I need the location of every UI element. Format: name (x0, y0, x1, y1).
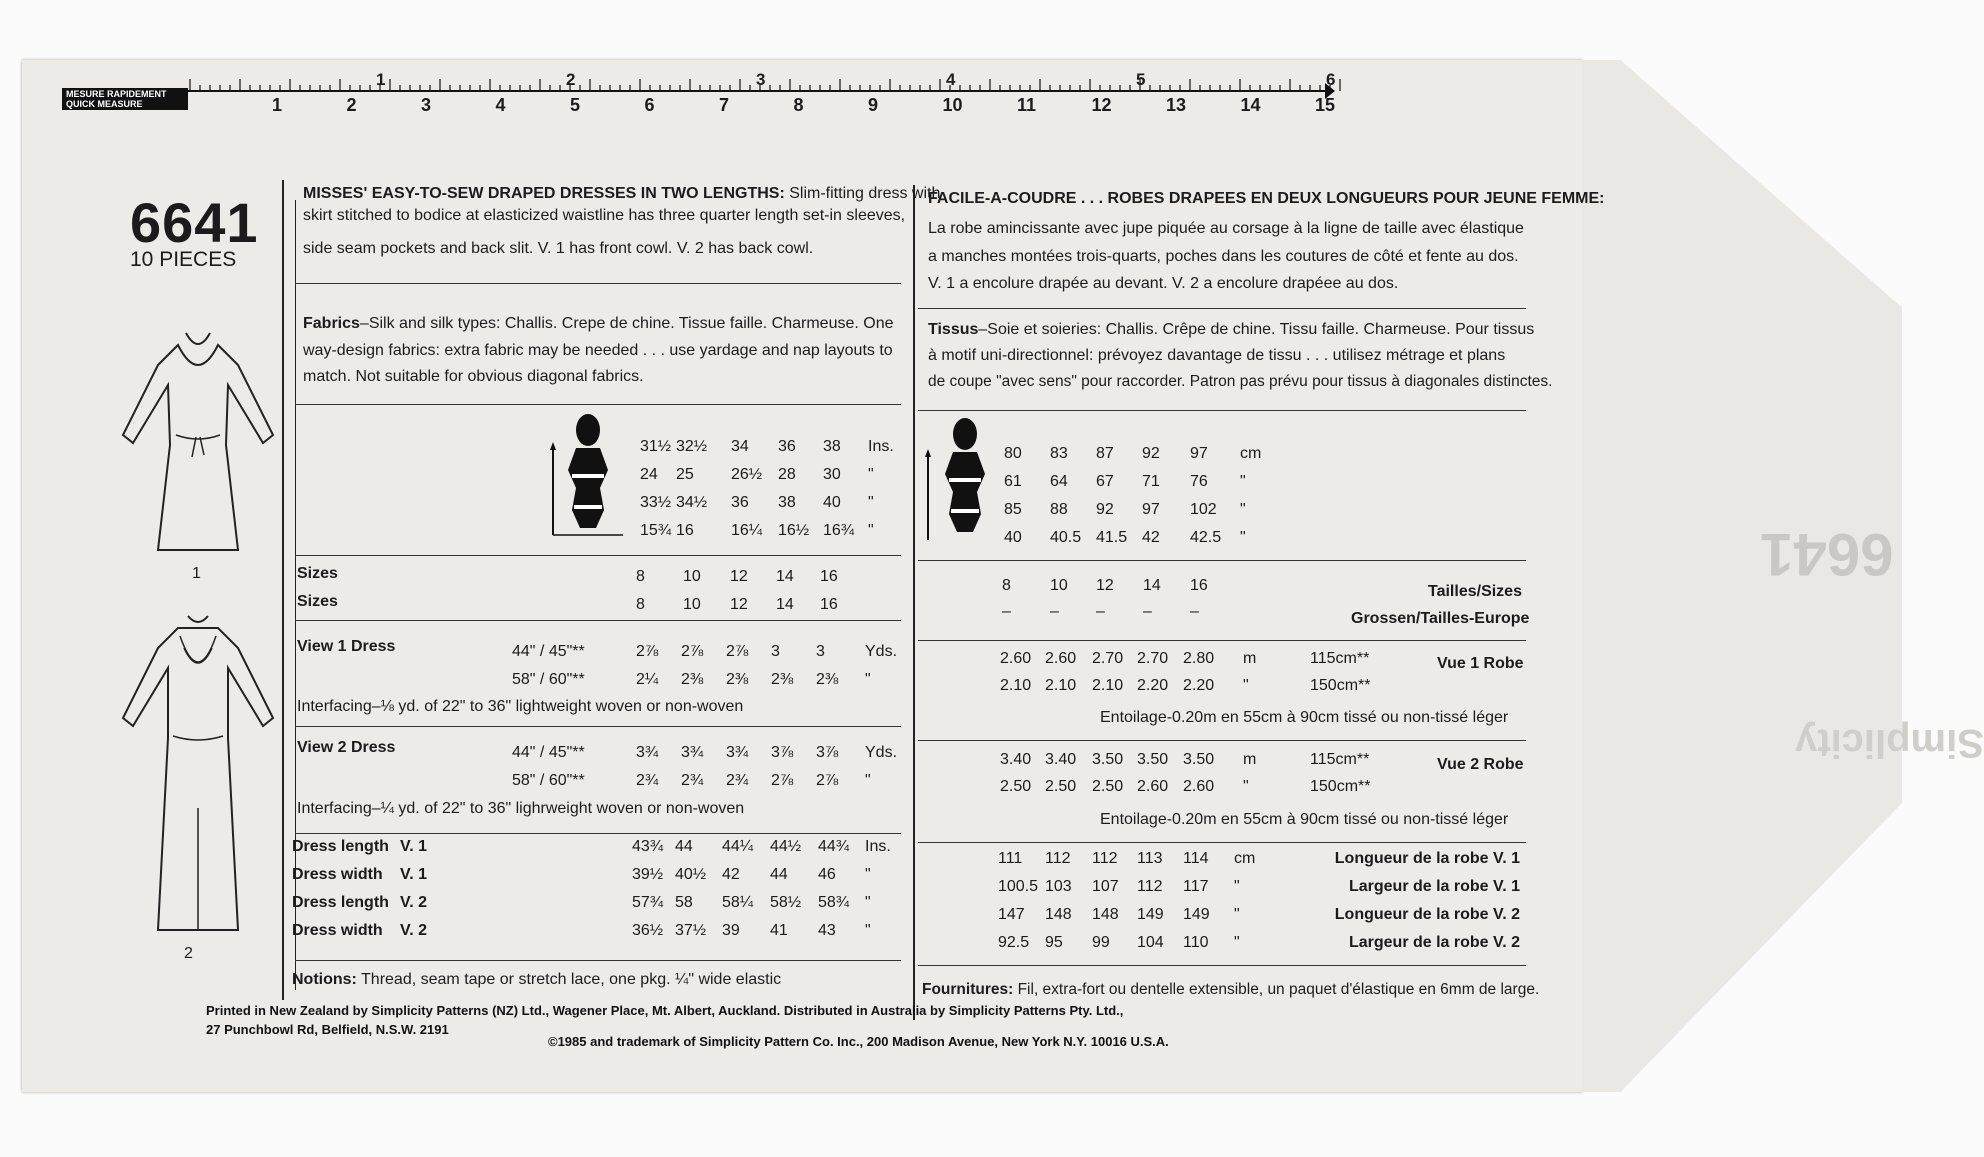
ruler-cm-label: 14 (1240, 95, 1261, 115)
en-length-cell: 42 (722, 866, 740, 883)
en-yardage-cell: 2⅞ (816, 772, 839, 789)
ruler-inch-label: 2 (566, 70, 576, 89)
en-length-cell: 44¾ (818, 838, 850, 855)
ruler-label-fr: MESURE RAPIDEMENT (66, 89, 167, 99)
en-yardage-cell: 3⅞ (816, 744, 839, 761)
en-yardage-cell: 2¾ (681, 772, 704, 789)
fr-measure-cell: 85 (1004, 501, 1022, 518)
fr-unit: " (1234, 934, 1240, 951)
en-fabrics-1: –Silk and silk types: Challis. Crepe de chine. Tissue faille. Charmeuse. One (359, 315, 894, 332)
fr-view1-label: Vue 1 Robe (1437, 655, 1524, 672)
fr-euro-label: Grossen/Tailles-Europe (1351, 610, 1530, 627)
fr-meterage-cell: 3.50 (1137, 751, 1169, 768)
en-length-cell: 41 (770, 922, 788, 939)
fr-meterage-cell: 2.10 (1092, 677, 1124, 694)
show-through-number: 6641 (1760, 521, 1894, 588)
en-length-cell: 40½ (675, 866, 707, 883)
en-yardage-cell: 2¾ (726, 772, 749, 789)
fr-unit: m (1243, 650, 1257, 667)
fr-length-cell: 111 (998, 850, 1023, 867)
rule (295, 283, 901, 284)
en-length-cell: 43¾ (632, 838, 664, 855)
fr-euro-size-cell: – (1050, 603, 1059, 620)
en-desc-1: Slim-fitting dress with (789, 185, 941, 202)
en-unit: " (865, 866, 871, 883)
en-measure-cell: 32½ (676, 438, 708, 455)
en-measure-cell: 25 (676, 466, 694, 483)
en-yardage-cell: 2⅞ (771, 772, 794, 789)
en-length-cell: 44 (770, 866, 788, 883)
en-fabrics-3: match. Not suitable for obvious diagonal fabrics. (303, 368, 644, 385)
fr-length-cell: 149 (1183, 906, 1210, 923)
en-measure-cell: 24 (640, 466, 658, 483)
fr-length-label: Largeur de la robe V. 1 (1348, 878, 1520, 895)
rule (295, 555, 901, 556)
show-through-brand: Simplicity (1795, 721, 1984, 765)
ruler-cm-label: 13 (1166, 95, 1187, 115)
en-view2-label: View 2 Dress (297, 739, 396, 756)
fr-measure-cell: 40 (1004, 529, 1022, 546)
fr-length-cell: 149 (1137, 906, 1164, 923)
rule (295, 620, 901, 621)
fr-meterage-cell: 2.60 (1137, 778, 1169, 795)
en-unit: " (865, 772, 871, 789)
en-yardage-cell: 2⅜ (771, 671, 794, 688)
en-size-cell: 10 (683, 596, 701, 613)
en-view1-interfacing: Interfacing–⅛ yd. of 22" to 36" lightweight woven or non-woven (297, 698, 744, 715)
ruler-cm-label: 10 (942, 95, 963, 115)
en-body-measurement-icon (548, 410, 628, 545)
en-length-cell: 43 (818, 922, 836, 939)
en-unit: Ins. (865, 838, 891, 855)
rule (918, 842, 1526, 843)
footer-line-2b: ©1985 and trademark of Simplicity Pattern Co. Inc., 200 Madison Avenue, New York N.Y. 10016 U.S.A. (548, 1034, 1169, 1049)
rule (295, 726, 901, 727)
fr-unit: " (1234, 906, 1240, 923)
fr-length-cell: 114 (1183, 850, 1209, 867)
fr-tissus-2: à motif uni-directionnel: prévoyez davantage de tissu . . . utilisez métrage et plans (928, 347, 1506, 364)
en-fabrics-2: way-design fabrics: extra fabric may be needed . . . use yardage and nap layouts to (303, 342, 893, 359)
fr-meterage-cell: 2.10 (1045, 677, 1077, 694)
fr-length-cell: 117 (1183, 878, 1209, 895)
fr-unit: cm (1234, 850, 1256, 867)
ruler-label-en: QUICK MEASURE (66, 99, 143, 109)
en-length-label: Dress width (292, 922, 383, 939)
en-length-cell: 39½ (632, 866, 664, 883)
fr-size-cell: 14 (1143, 577, 1161, 594)
view2-figure (118, 608, 278, 938)
ruler-cm-label: 2 (346, 95, 357, 115)
ruler-cm-label: 6 (644, 95, 655, 115)
en-view1-label: View 1 Dress (297, 638, 396, 655)
footer-line-2a: 27 Punchbowl Rd, Belfield, N.S.W. 2191 (206, 1022, 449, 1037)
en-measure-cell: 16 (676, 522, 694, 539)
fr-measure-cell: 76 (1190, 473, 1208, 490)
left-divider (282, 180, 284, 1000)
ruler-cm-label: 7 (719, 95, 730, 115)
en-unit: Yds. (865, 643, 898, 660)
footer-line-1: Printed in New Zealand by Simplicity Patterns (NZ) Ltd., Wagener Place, Mt. Albert, Auckland. Distributed in Australia by Simplicity Patterns Pty. Ltd., (206, 1003, 1124, 1018)
en-measure-cell: 38 (778, 494, 796, 511)
en-length-cell: 37½ (675, 922, 707, 939)
en-yardage-cell: 3⅞ (771, 744, 794, 761)
en-yardage-cell: 3¾ (681, 744, 704, 761)
fr-euro-size-cell: – (1002, 603, 1011, 620)
en-length-cell: 44¼ (722, 838, 754, 855)
ruler-inch-label: 3 (756, 70, 766, 89)
en-length-cell: 58 (675, 894, 693, 911)
ruler-cm-label: 5 (570, 95, 581, 115)
ruler-cm-label: 1 (272, 95, 283, 115)
fr-length-cell: 100.5 (998, 878, 1039, 895)
fr-measure-cell: 102 (1190, 501, 1217, 518)
en-unit: " (865, 894, 871, 911)
fr-desc-1: La robe amincissante avec jupe piquée au corsage à la ligne de taille avec élastique (928, 220, 1524, 237)
en-yardage-cell: 2⅜ (681, 671, 704, 688)
fr-meterage-cell: 2.20 (1137, 677, 1169, 694)
en-measure-cell: 26½ (731, 466, 763, 483)
en-title: MISSES' EASY-TO-SEW DRAPED DRESSES IN TWO LENGTHS: (303, 185, 785, 202)
en-measure-cell: Ins. (868, 438, 894, 455)
en-sizes-label-1: Sizes (297, 565, 338, 582)
en-measure-cell: 36 (778, 438, 796, 455)
fr-fournitures-text: Fil, extra-fort ou dentelle extensible, un paquet d'élastique en 6mm de large. (1017, 981, 1540, 998)
fr-meterage-cell: 2.50 (1000, 778, 1032, 795)
en-length-label: Dress length (292, 838, 389, 855)
fr-length-cell: 112 (1137, 878, 1163, 895)
en-measure-cell: 30 (823, 466, 841, 483)
en-size-cell: 14 (776, 596, 794, 613)
en-size-cell: 16 (820, 596, 838, 613)
fr-length-label: Largeur de la robe V. 2 (1348, 934, 1520, 951)
en-fabric-width: 58" / 60"** (512, 772, 585, 789)
rule (918, 965, 1526, 966)
view1-figure-label: 1 (192, 565, 201, 582)
fr-unit: " (1243, 778, 1249, 795)
en-notions-label: Notions: (292, 971, 357, 988)
en-fabrics (303, 310, 894, 337)
fr-tissus-3: de coupe "avec sens" pour raccorder. Patron pas prévu pour tissus à diagonales distinctes. (928, 373, 1553, 390)
fr-measure-cell: " (1240, 529, 1246, 546)
fr-fournitures (922, 976, 1539, 1003)
en-fabric-width: 58" / 60"** (512, 671, 585, 688)
en-length-view: V. 2 (400, 922, 427, 939)
en-length-cell: 39 (722, 922, 740, 939)
en-yardage-cell: 2⅜ (726, 671, 749, 688)
en-yardage-cell: 3¾ (726, 744, 749, 761)
fr-length-cell: 112 (1045, 850, 1071, 867)
en-fabric-width: 44" / 45"** (512, 643, 585, 660)
en-size-cell: 14 (776, 568, 794, 585)
rule (295, 833, 901, 834)
en-sizes-label-2: Sizes (297, 593, 338, 610)
fr-unit: " (1234, 878, 1240, 895)
fr-measure-cell: 42 (1142, 529, 1160, 546)
en-length-cell: 44½ (770, 838, 802, 855)
ruler-inch-label: 5 (1136, 70, 1146, 89)
fr-meterage-cell: 3.50 (1092, 751, 1124, 768)
fr-fournitures-label: Fournitures: (922, 981, 1014, 998)
rule (295, 404, 901, 405)
fr-measure-cell: 40.5 (1050, 529, 1082, 546)
en-measure-cell: 40 (823, 494, 841, 511)
en-size-cell: 10 (683, 568, 701, 585)
fr-tissus-1: –Soie et soieries: Challis. Crêpe de chine. Tissu faille. Charmeuse. Pour tissus (978, 321, 1535, 338)
en-size-cell: 8 (636, 568, 645, 585)
en-length-cell: 57¾ (632, 894, 664, 911)
en-unit: " (865, 922, 871, 939)
fr-measure-cell: 88 (1050, 501, 1068, 518)
fr-fabric-width: 115cm** (1310, 751, 1370, 768)
fr-meterage-cell: 2.20 (1183, 677, 1215, 694)
en-view2-interfacing: Interfacing–¼ yd. of 22" to 36" lighrweight woven or non-woven (297, 800, 745, 817)
fr-meterage-cell: 3.40 (1000, 751, 1032, 768)
fr-length-cell: 107 (1092, 878, 1119, 895)
en-length-cell: 58½ (770, 894, 802, 911)
en-measure-cell: 28 (778, 466, 796, 483)
fr-view2-interfacing: Entoilage-0.20m en 55cm à 90cm tissé ou non-tissé léger (1100, 811, 1509, 828)
fr-length-label: Longueur de la robe V. 2 (1334, 906, 1520, 923)
fr-measure-cell: 61 (1004, 473, 1022, 490)
fr-meterage-cell: 2.60 (1045, 650, 1077, 667)
en-yardage-cell: 3 (816, 643, 825, 660)
ruler-cm-label: 8 (793, 95, 804, 115)
en-notions-text: Thread, seam tape or stretch lace, one pkg. ¼" wide elastic (361, 971, 782, 988)
fr-size-cell: 8 (1002, 577, 1011, 594)
en-measure-cell: " (868, 494, 874, 511)
en-length-cell: 46 (818, 866, 836, 883)
en-desc-2: skirt stitched to bodice at elasticized waistline has three quarter length set-in sleeves, (303, 207, 906, 224)
en-length-cell: 44 (675, 838, 693, 855)
en-measure-cell: 15¾ (640, 522, 672, 539)
fr-measure-cell: cm (1240, 445, 1262, 462)
fr-euro-size-cell: – (1096, 603, 1105, 620)
fr-meterage-cell: 2.70 (1092, 650, 1124, 667)
en-fabric-width: 44" / 45"** (512, 744, 585, 761)
fr-measure-cell: 42.5 (1190, 529, 1222, 546)
fr-length-cell: 112 (1092, 850, 1118, 867)
fr-meterage-cell: 2.80 (1183, 650, 1215, 667)
fr-length-cell: 99 (1092, 934, 1110, 951)
fr-view2-label: Vue 2 Robe (1437, 756, 1524, 773)
en-length-view: V. 1 (400, 866, 427, 883)
fr-measure-cell: 83 (1050, 445, 1068, 462)
en-measure-cell: 34 (731, 438, 749, 455)
en-measure-cell: 16¼ (731, 522, 763, 539)
ruler-cm-label: 3 (421, 95, 432, 115)
fr-meterage-cell: 3.50 (1183, 751, 1215, 768)
en-yardage-cell: 2⅞ (726, 643, 749, 660)
en-measure-cell: 16½ (778, 522, 810, 539)
fr-body-measurement-icon (920, 412, 1005, 547)
ruler-cm-label: 11 (1017, 95, 1037, 115)
fr-tissus-label: Tissus (928, 321, 979, 338)
fr-size-cell: 10 (1050, 577, 1068, 594)
fr-length-cell: 92.5 (998, 934, 1030, 951)
fr-meterage-cell: 2.70 (1137, 650, 1169, 667)
en-yardage-cell: 2⅞ (636, 643, 659, 660)
en-measure-cell: 38 (823, 438, 841, 455)
en-measure-cell: 34½ (676, 494, 708, 511)
fr-size-cell: 12 (1096, 577, 1114, 594)
en-unit: Yds. (865, 744, 898, 761)
en-length-label: Dress width (292, 866, 383, 883)
fr-measure-cell: 67 (1096, 473, 1114, 490)
fr-length-cell: 113 (1137, 850, 1163, 867)
en-length-cell: 58¾ (818, 894, 850, 911)
en-measure-cell: " (868, 466, 874, 483)
fr-length-cell: 148 (1092, 906, 1119, 923)
en-fabrics-label: Fabrics (303, 315, 360, 332)
en-measure-cell: 36 (731, 494, 749, 511)
fr-meterage-cell: 2.10 (1000, 677, 1032, 694)
fr-sizes-label: Tailles/Sizes (1428, 583, 1522, 600)
en-length-label: Dress length (292, 894, 389, 911)
en-length-cell: 58¼ (722, 894, 754, 911)
fr-size-cell: 16 (1190, 577, 1208, 594)
fr-measure-cell: 92 (1096, 501, 1114, 518)
en-measure-cell: 33½ (640, 494, 672, 511)
rule (918, 308, 1526, 309)
piece-count: 10 PIECES (130, 248, 237, 271)
fr-tissus (928, 316, 1534, 343)
ruler-inch-label: 1 (376, 70, 386, 89)
fr-fabric-width: 150cm** (1310, 778, 1371, 795)
fr-measure-cell: 97 (1190, 445, 1208, 462)
fr-length-label: Longueur de la robe V. 1 (1334, 850, 1520, 867)
en-unit: " (865, 671, 871, 688)
fr-euro-size-cell: – (1190, 603, 1199, 620)
fr-title: FACILE-A-COUDRE . . . ROBES DRAPEES EN DEUX LONGUEURS POUR JEUNE FEMME: (928, 190, 1605, 207)
en-size-cell: 12 (730, 568, 748, 585)
fr-measure-cell: 97 (1142, 501, 1160, 518)
fr-measure-cell: 87 (1096, 445, 1114, 462)
pattern-number: 6641 (130, 191, 259, 254)
fr-meterage-cell: 2.60 (1000, 650, 1032, 667)
rule (295, 960, 901, 961)
fr-desc-3: V. 1 a encolure drapée au devant. V. 2 a encolure drapéee au dos. (928, 275, 1399, 292)
en-desc-3: side seam pockets and back slit. V. 1 has front cowl. V. 2 has back cowl. (303, 240, 814, 257)
fr-length-cell: 104 (1137, 934, 1164, 951)
fr-meterage-cell: 3.40 (1045, 751, 1077, 768)
en-yardage-cell: 3¾ (636, 744, 659, 761)
fr-measure-cell: " (1240, 501, 1246, 518)
fr-length-cell: 95 (1045, 934, 1063, 951)
fr-measure-cell: 80 (1004, 445, 1022, 462)
rule (918, 410, 1526, 411)
en-yardage-cell: 2⅜ (816, 671, 839, 688)
ruler-cm-label: 15 (1315, 95, 1336, 115)
fr-fabric-width: 150cm** (1310, 677, 1371, 694)
fr-length-cell: 147 (998, 906, 1025, 923)
en-length-cell: 36½ (632, 922, 664, 939)
ruler-inch-label: 4 (946, 70, 956, 89)
fr-measure-cell: " (1240, 473, 1246, 490)
ruler-label (62, 88, 188, 110)
fr-length-cell: 148 (1045, 906, 1072, 923)
view1-figure (118, 325, 278, 555)
fr-meterage-cell: 2.60 (1183, 778, 1215, 795)
en-yardage-cell: 3 (771, 643, 780, 660)
fr-view1-interfacing: Entoilage-0.20m en 55cm à 90cm tissé ou non-tissé léger (1100, 709, 1509, 726)
ruler-cm-label: 9 (868, 95, 879, 115)
en-notions (292, 966, 781, 993)
en-yardage-cell: 2¾ (636, 772, 659, 789)
fr-meterage-cell: 2.50 (1045, 778, 1077, 795)
en-size-cell: 12 (730, 596, 748, 613)
fr-meterage-cell: 2.50 (1092, 778, 1124, 795)
view2-figure-label: 2 (184, 945, 193, 962)
rule (918, 740, 1526, 741)
rule (918, 560, 1526, 561)
ruler-cm-label: 12 (1091, 95, 1112, 115)
fr-euro-size-cell: – (1143, 603, 1152, 620)
fr-unit: m (1243, 751, 1257, 768)
en-measure-cell: 16¾ (823, 522, 855, 539)
fr-length-cell: 103 (1045, 878, 1072, 895)
fr-measure-cell: 92 (1142, 445, 1160, 462)
rule (918, 640, 1526, 641)
fr-desc-2: a manches montées trois-quarts, poches dans les coutures de côté et fente au dos. (928, 248, 1519, 265)
fr-measure-cell: 41.5 (1096, 529, 1128, 546)
en-measure-cell: " (868, 522, 874, 539)
ruler-cm-label: 4 (495, 95, 506, 115)
fr-fabric-width: 115cm** (1310, 650, 1370, 667)
ruler-inch-label: 6 (1326, 70, 1336, 89)
fr-measure-cell: 64 (1050, 473, 1068, 490)
en-yardage-cell: 2⅞ (681, 643, 704, 660)
fr-measure-cell: 71 (1142, 473, 1160, 490)
en-size-cell: 8 (636, 596, 645, 613)
fr-unit: " (1243, 677, 1249, 694)
fr-length-cell: 110 (1183, 934, 1209, 951)
en-length-view: V. 1 (400, 838, 427, 855)
en-yardage-cell: 2¼ (636, 671, 659, 688)
en-size-cell: 16 (820, 568, 838, 585)
en-measure-cell: 31½ (640, 438, 672, 455)
en-length-view: V. 2 (400, 894, 427, 911)
center-divider (913, 185, 915, 1020)
